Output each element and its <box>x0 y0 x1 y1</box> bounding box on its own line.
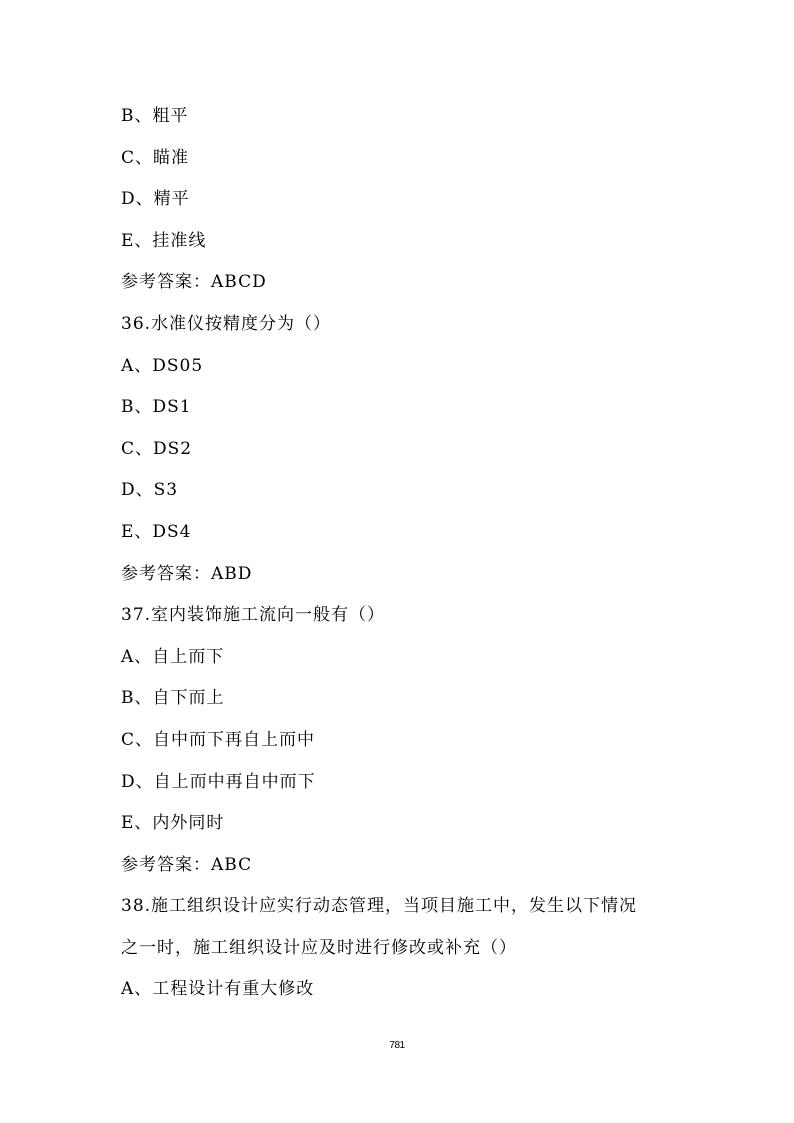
question-38-line-2: 之一时，施工组织设计应及时进行修改或补充（） <box>121 937 517 958</box>
option-36-d: D、S3 <box>121 480 179 501</box>
option-37-e: E、内外同时 <box>121 813 225 834</box>
answer-37: 参考答案：ABC <box>121 854 253 875</box>
answer-35: 参考答案：ABCD <box>121 272 267 293</box>
option-37-a: A、自上而下 <box>121 646 225 667</box>
option-37-d: D、自上而中再自中而下 <box>121 771 316 792</box>
option-b-rough-level: B、粗平 <box>121 106 189 126</box>
option-36-c: C、DS2 <box>121 438 193 459</box>
option-38-a: A、工程设计有重大修改 <box>121 979 315 1000</box>
option-36-b: B、DS1 <box>121 397 192 418</box>
question-37: 37.室内装饰施工流向一般有（） <box>121 605 386 626</box>
document-body <box>121 96 681 1011</box>
option-e-hang-line: E、挂准线 <box>121 230 207 251</box>
option-36-e: E、DS4 <box>121 521 192 542</box>
option-c-aim: C、瞄准 <box>121 147 190 168</box>
option-d-fine-level: D、精平 <box>121 189 190 210</box>
page-number: 781 <box>389 1040 405 1051</box>
option-37-c: C、自中而下再自上而中 <box>121 729 316 750</box>
question-38-line-1: 38.施工组织设计应实行动态管理，当项目施工中，发生以下情况 <box>121 896 638 917</box>
option-37-b: B、自下而上 <box>121 688 225 709</box>
option-36-a: A、DS05 <box>121 355 204 376</box>
question-36: 36.水准仪按精度分为（） <box>121 313 332 334</box>
answer-36: 参考答案：ABD <box>121 563 253 584</box>
